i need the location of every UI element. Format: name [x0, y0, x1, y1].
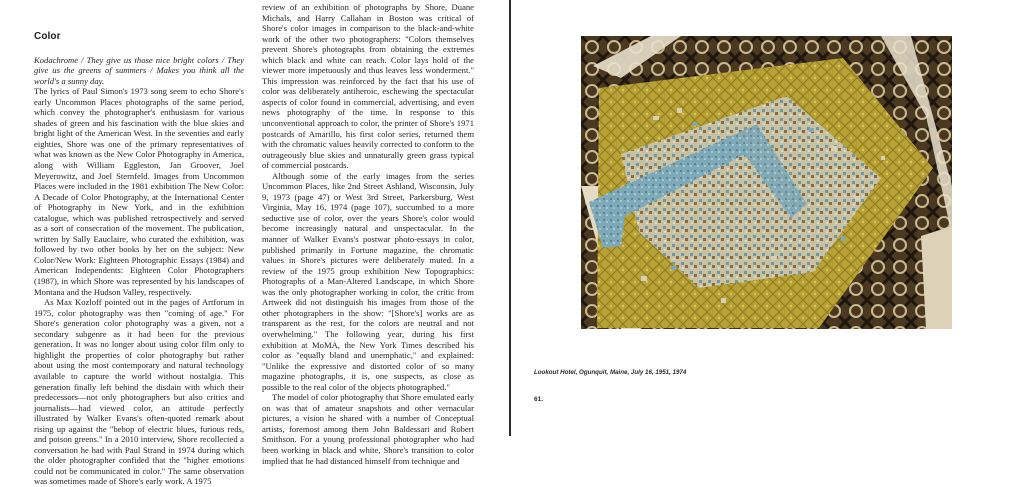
body-paragraph: Although some of the early images from the series Uncommon Places, like 2nd Street Ashland, Wisconsin, July 9, 1973 (page 47) or West 3rd Street, Parkersburg, West Virginia, May 16, 1974 (page 107), succumbed to a more seductive use of color, over the years Shore's color would become increasingly natural and unspectacular. In the manner of Walker Evans's postwar photo-essays in color, published primarily in Fortune magazine, the chromatic values in Shore's pictures were deliberately muted. In a review of the 1975 group exhibition New Topographics: Photographs of a Man-Altered Landscape, in which Shore was the only photographer working in color, the critic from Artweek did not distinguish his images from those of the other photographers in the show: "[Shore's] works are as transparent as the rest, for the colors are neutral and not overwhelming." The following year, during his first exhibition at MoMA, the New York Times described his color as "equally bland and unemphatic," and explained: "Unlike the expressive and distorted color of so many magazine photographs, it is, one suspects, as close as possible to the real color of the objects photographed.": [262, 170, 474, 392]
body-paragraph: The model of color photography that Shore emulated early on was that of amateur snapshots and other vernacular pictures, a vision he shared with a number of Conceptual artists, foremost among them John Baldessari and Robert Smithson. For a young professional photographer who had been working in black and white, Shore's transition to color implied that he had distanced himself from technique and: [262, 392, 474, 466]
left-page-second-column: [262, 2, 474, 466]
page-gutter: [509, 0, 511, 436]
epigraph: Kodachrome / They give us those nice bright colors / They give us the greens of summers / Makes you think all the world's a sunny day.: [34, 54, 244, 86]
body-paragraph: The lyrics of Paul Simon's 1973 song seem to echo Shore's early Uncommon Places photographs of the same period, which convey the photographer's enthusiasm for various shades of green and his fascination with the blue skies and bright light of the American West. In the seventies and early eighties, Shore was one of the primary representatives of what was known as the New Color Photography in America, along with William Eggleston, Jan Groover, Joel Meyerowitz, and Joel Sternfeld. Images from Uncommon Places were included in the 1981 exhibition The New Color: A Decade of Color Photography, at the International Center of Photography in New York, and in the exhibition catalogue, which was published retrospectively and served as a sort of consecration of the movement. The publication, written by Sally Eauclaire, who curated the exhibition, was followed by two other books by her on the subject: New Color/New Work: Eighteen Photographic Essays (1984) and American Independents: Eighteen Color Photographers (1987), in which Shore was represented by his landscapes of Montana and the Hudson Valley, respectively.: [34, 86, 244, 297]
body-paragraph: review of an exhibition of photographs by Shore, Duane Michals, and Harry Callahan in Boston was critical of Shore's color images in comparison to the black-and-white work of the other two photographers: "Colors themselves prevent Shore's photographs from obtaining the extremes which black and white can reach. Color lays hold of the viewer more impetuously and thus leaves less wonderment." This impression was reinforced by the fact that his use of color was deliberately antiheroic, eschewing the spectacular aspects of color found in commercial, advertising, and even news photography of the time. In response to this unconventional approach to color, the printer of Shore's 1971 postcards of Amarillo, his first color series, returned them with the chromatic values heavily corrected to conform to the outrageously blue skies and unnaturally green grass typical of commercial postcards.: [262, 2, 474, 171]
left-page-text: [34, 28, 244, 487]
page-number: 61.: [534, 396, 544, 403]
photo-caption: Lookout Hotel, Ogunquit, Maine, July 16, 1951, 1974: [534, 369, 687, 376]
body-paragraph: As Max Kozloff pointed out in the pages of Artforum in 1975, color photography was then "coming of age." For Shore's generation color photography was a given, not a secondary subgenre as it had been for the previous generation. It was no longer about using color film only to highlight the properties of color photography but rather about using the most contemporary and natural technology available to capture the world without nostalgia. This generation finally left behind the disdain with which their predecessors—not only photographers but also critics and journalists—had viewed color, an attitude perfectly illustrated by Walker Evans's often-quoted remark about rising up against the "bebop of electric blues, furious reds, and poison greens." In a 2010 interview, Shore recollected a conversation he had with Paul Strand in 1974 during which the older photographer confided that the "higher emotions could not be communicated in color." The same observation was sometimes made of Shore's early work. A 1975: [34, 297, 244, 487]
section-heading: Color: [34, 31, 61, 42]
photograph-jigsaw-puzzle-on-chair: [581, 36, 952, 329]
